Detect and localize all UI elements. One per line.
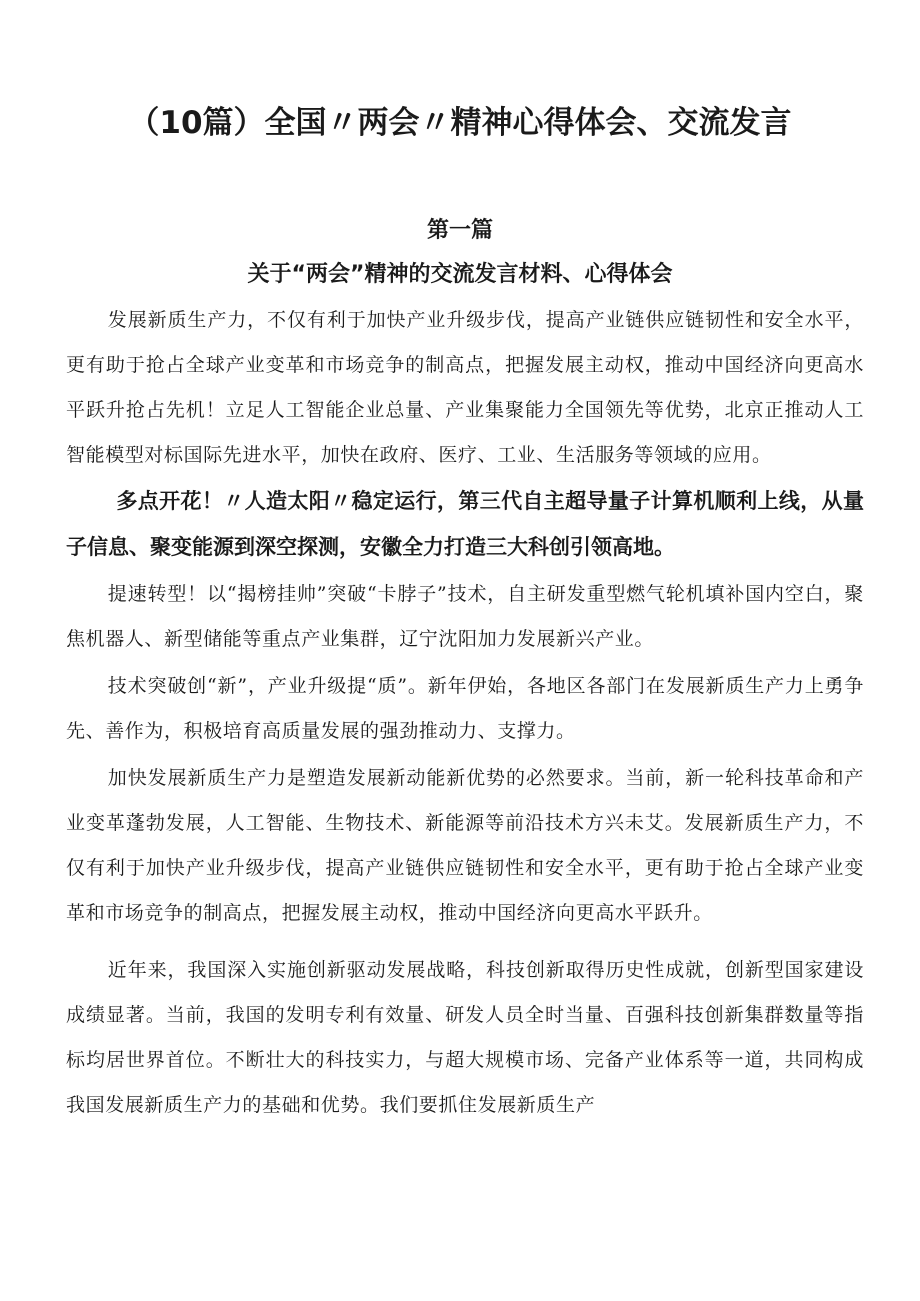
paragraph: 发展新质生产力，不仅有利于加快产业升级步伐，提高产业链供应链韧性和安全水平，更有助于抢占全球产业变革和市场竞争的制高点，把握发展主动权，推动中国经济向更高水平跃升抢占先机！立足人工智能企业总量、产业集聚能力全国领先等优势，北京正推动人工智能模型对标国际先进水平，加快在政府、医疗、工业、生活服务等领域的应用。: [66, 309, 864, 466]
paragraph: 近年来，我国深入实施创新驱动发展战略，科技创新取得历史性成就，创新型国家建设成绩显著。当前，我国的发明专利有效量、研发人员全时当量、百强科技创新集群数量等指标均居世界首位。不断壮大的科技实力，与超大规模市场、完备产业体系等一道，共同构成我国发展新质生产力的基础和优势。我们要抓住发展新质生产: [66, 959, 864, 1116]
document-title: （10篇）全国〃两会〃精神心得体会、交流发言: [128, 105, 792, 141]
paragraph: 技术突破创“新”，产业升级提“质”。新年伊始，各地区各部门在发展新质生产力上勇争先、善作为，积极培育高质量发展的强劲推动力、支撑力。: [66, 675, 864, 742]
section-label: 第一篇: [426, 218, 493, 243]
section-title: 关于“两会”精神的交流发言材料、心得体会: [247, 262, 673, 287]
highlight-paragraph: 多点开花！〃人造太阳〃稳定运行，第三代自主超导量子计算机顺利上线，从量子信息、聚变能源到深空探测，安徽全力打造三大科创引领高地。: [66, 489, 864, 559]
paragraph: 提速转型！以“揭榜挂帅”突破“卡脖子”技术，自主研发重型燃气轮机填补国内空白，聚焦机器人、新型储能等重点产业集群，辽宁沈阳加力发展新兴产业。: [66, 583, 864, 650]
paragraph: 加快发展新质生产力是塑造发展新动能新优势的必然要求。当前，新一轮科技革命和产业变革蓬勃发展，人工智能、生物技术、新能源等前沿技术方兴未艾。发展新质生产力，不仅有利于加快产业升级步伐，提高产业链供应链韧性和安全水平，更有助于抢占全球产业变革和市场竞争的制高点，把握发展主动权，推动中国经济向更高水平跃升。: [66, 767, 864, 924]
document-body: [66, 298, 864, 1128]
